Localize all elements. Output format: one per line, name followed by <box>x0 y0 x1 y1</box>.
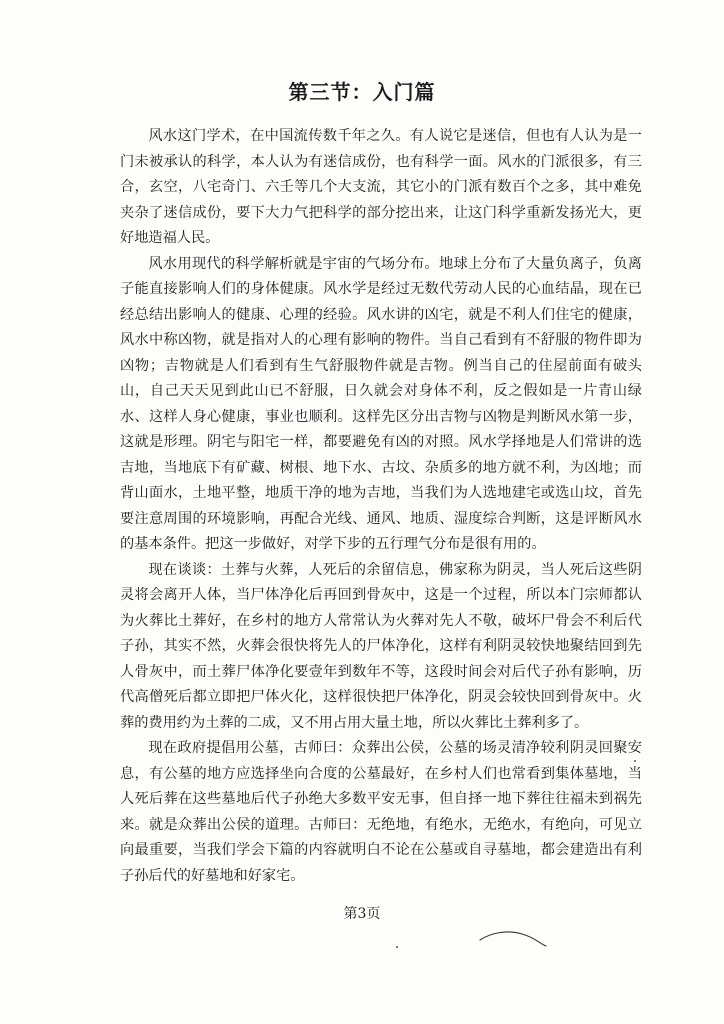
page-number: 第3页 <box>343 906 381 922</box>
scan-speck <box>634 760 636 762</box>
paragraph-3: 现在谈谈：土葬与火葬，人死后的余留信息，佛家称为阴灵，当人死后这些阴灵将会离开人体，当尸体净化后再回到骨灰中，这是一个过程，所以本门宗师都认为火葬比土葬好，在乡村的地方人常常认为火葬对先人不敬，破坏尸骨会不利后代子孙，其实不然，火葬会很快将先人的尸体净化，这样有利阴灵较快地聚结回到先人骨灰中，而土葬尸体净化要壹年到数年不等，这段时间会对后代子孙有影响，历代高僧死后都立即把尸体火化，这样很快把尸体净化，阴灵会较快回到骨灰中。火葬的费用约为土葬的二成，又不用占用大量土地，所以火葬比土葬利多了。 <box>120 561 642 731</box>
paragraph-1: 风水这门学术，在中国流传数千年之久。有人说它是迷信，但也有人认为是一门未被承认的科学，本人认为有迷信成份，也有科学一面。风水的门派很多，有三合，玄空，八宅奇门、六壬等几个大支流，其它小的门派有数百个之多，其中难免夹杂了迷信成份，要下大力气把科学的部分挖出来，让这门科学重新发扬光大，更好地造福人民。 <box>120 128 642 246</box>
paragraph-4: 现在政府提倡用公墓，古师曰：众葬出公侯，公墓的场灵清净较利阴灵回聚安息，有公墓的地方应选择坐向合度的公墓最好，在乡村人们也常看到集体墓地，当人死后葬在这些墓地后代子孙绝大多数平安无事，但自择一地下葬往往福未到祸先来。就是众葬出公侯的道理。古师曰：无绝地，有绝水，无绝水，有绝向，可见立向最重要，当我们学会下篇的内容就明白不论在公墓或自寻墓地，都会建造出有利子孙后代的好墓地和好家宅。 <box>120 740 642 884</box>
paragraph-2: 风水用现代的科学解析就是宇宙的气场分布。地球上分布了大量负离子，负离子能直接影响人们的身体健康。风水学是经过无数代劳动人民的心血结晶，现在已经总结出影响人的健康、心理的经验。风水讲的凶宅，就是不利人们住宅的健康，风水中称凶物，就是指对人的心理有影响的物件。当自己看到有不舒服的物件即为凶物；吉物就是人们看到有生气舒服物件就是吉物。例当自己的住屋前面有破头山，自己天天见到此山已不舒服，日久就会对身体不利，反之假如是一片青山绿水、这样人身心健康，事业也顺利。这样先区分出吉物与凶物是判断风水第一步，这就是形理。阴宅与阳宅一样，都要避免有凶的对照。风水学择地是人们常讲的选吉地，当地底下有矿藏、树根、地下水、古坟、杂质多的地方就不利，为凶地；而背山面水，土地平整，地质干净的地为吉地，当我们为人选地建宅或选山坟，首先要注意周围的环境影响，再配合光线、通风、地质、湿度综合判断，这是评断风水的基本条件。把这一步做好，对学下步的五行理气分布是很有用的。 <box>120 255 642 552</box>
section-title: 第三节：入门篇 <box>288 80 436 104</box>
body-text <box>120 124 642 889</box>
pen-mark-decoration <box>478 926 548 950</box>
scan-speck <box>396 946 398 948</box>
